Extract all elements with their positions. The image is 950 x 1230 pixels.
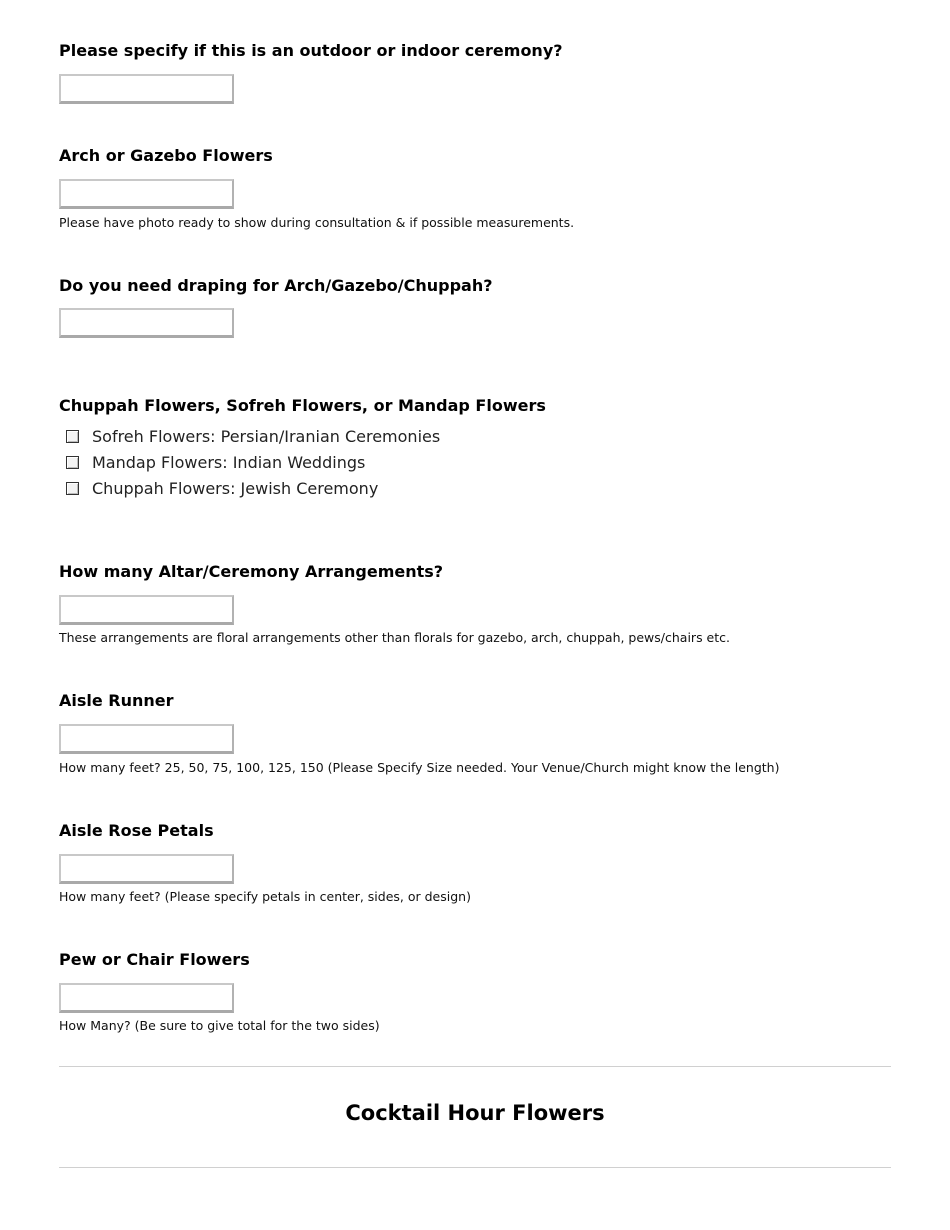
aisle-runner-input[interactable] bbox=[59, 724, 234, 754]
chuppah-group-label: Chuppah Flowers, Sofreh Flowers, or Mandap Flowers bbox=[59, 396, 546, 415]
aisle-rose-petals-hint: How many feet? (Please specify petals in center, sides, or design) bbox=[59, 889, 471, 904]
altar-arrangements-hint: These arrangements are floral arrangements other than florals for gazebo, arch, chuppah, pews/chairs etc. bbox=[59, 630, 730, 645]
section-divider-top bbox=[59, 1066, 891, 1067]
sofreh-checkbox[interactable] bbox=[66, 430, 79, 443]
pew-chair-label: Pew or Chair Flowers bbox=[59, 950, 250, 969]
pew-chair-hint: How Many? (Be sure to give total for the two sides) bbox=[59, 1018, 380, 1033]
altar-arrangements-input[interactable] bbox=[59, 595, 234, 625]
arch-gazebo-input[interactable] bbox=[59, 179, 234, 209]
aisle-rose-petals-label: Aisle Rose Petals bbox=[59, 821, 214, 840]
ceremony-location-label: Please specify if this is an outdoor or indoor ceremony? bbox=[59, 41, 563, 60]
aisle-rose-petals-input[interactable] bbox=[59, 854, 234, 884]
chuppah-option[interactable] bbox=[59, 475, 440, 501]
pew-chair-input[interactable] bbox=[59, 983, 234, 1013]
sofreh-option[interactable] bbox=[59, 423, 440, 449]
ceremony-location-input[interactable] bbox=[59, 74, 234, 104]
mandap-option-label: Mandap Flowers: Indian Weddings bbox=[92, 452, 366, 472]
section-title: Cocktail Hour Flowers bbox=[345, 1101, 605, 1125]
draping-input[interactable] bbox=[59, 308, 234, 338]
chuppah-option-label: Chuppah Flowers: Jewish Ceremony bbox=[92, 478, 379, 498]
section-divider-bottom bbox=[59, 1167, 891, 1168]
chuppah-options-list bbox=[59, 423, 440, 501]
sofreh-option-label: Sofreh Flowers: Persian/Iranian Ceremonies bbox=[92, 426, 441, 446]
aisle-runner-label: Aisle Runner bbox=[59, 691, 174, 710]
arch-gazebo-label: Arch or Gazebo Flowers bbox=[59, 146, 273, 165]
mandap-option[interactable] bbox=[59, 449, 440, 475]
draping-label: Do you need draping for Arch/Gazebo/Chuppah? bbox=[59, 276, 493, 295]
aisle-runner-hint: How many feet? 25, 50, 75, 100, 125, 150 (Please Specify Size needed. Your Venue/Church might know the length) bbox=[59, 760, 780, 775]
mandap-checkbox[interactable] bbox=[66, 456, 79, 469]
altar-arrangements-label: How many Altar/Ceremony Arrangements? bbox=[59, 562, 444, 581]
chuppah-checkbox[interactable] bbox=[66, 482, 79, 495]
arch-gazebo-hint: Please have photo ready to show during consultation & if possible measurements. bbox=[59, 215, 575, 230]
